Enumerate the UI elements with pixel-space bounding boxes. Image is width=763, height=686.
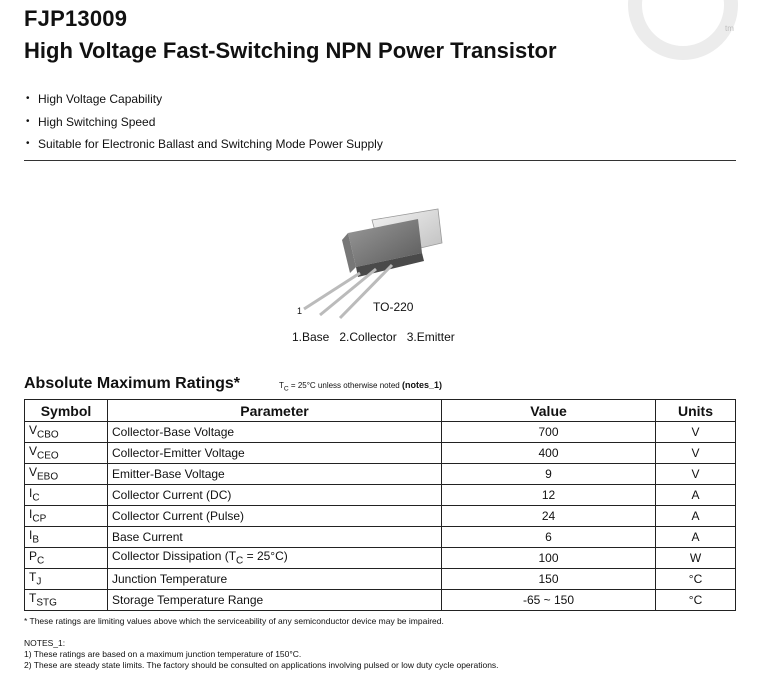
value-cell: 6 bbox=[442, 527, 656, 548]
unit-cell: A bbox=[656, 527, 736, 548]
parameter-cell: Storage Temperature Range bbox=[108, 590, 442, 611]
col-parameter: Parameter bbox=[108, 400, 442, 422]
unit-cell: V bbox=[656, 443, 736, 464]
page-title: High Voltage Fast-Switching NPN Power Transistor bbox=[24, 38, 557, 63]
parameter-cell: Emitter-Base Voltage bbox=[108, 464, 442, 485]
value-cell: -65 ~ 150 bbox=[442, 590, 656, 611]
value-cell: 9 bbox=[442, 464, 656, 485]
note-item: 1) These ratings are based on a maximum junction temperature of 150°C. bbox=[24, 649, 302, 659]
table-row bbox=[25, 422, 736, 443]
table-row bbox=[25, 464, 736, 485]
table-row bbox=[25, 548, 736, 569]
symbol-cell: $I_C$ bbox=[25, 485, 108, 506]
value-cell: 100 bbox=[442, 548, 656, 569]
unit-cell: °C bbox=[656, 590, 736, 611]
parameter-cell: Base Current bbox=[108, 527, 442, 548]
divider bbox=[24, 160, 736, 161]
symbol-cell: $V_{CEO}$ bbox=[25, 443, 108, 464]
feature-item: • High Switching Speed bbox=[26, 111, 383, 134]
symbol-cell: $I_{CP}$ bbox=[25, 506, 108, 527]
notes-heading: NOTES_1: bbox=[24, 638, 66, 648]
parameter-cell: Collector-Base Voltage bbox=[108, 422, 442, 443]
symbol-cell: $P_C$ bbox=[25, 548, 108, 569]
logo-watermark bbox=[628, 0, 738, 60]
value-cell: 150 bbox=[442, 569, 656, 590]
parameter-cell: Collector Dissipation $(T_C = 25^\circ C)$ bbox=[108, 548, 442, 569]
ratings-condition: $T_C = 25^\circ C$ unless otherwise noted (notes_1) bbox=[279, 380, 442, 393]
package-name: TO-220 bbox=[373, 300, 414, 314]
unit-cell: A bbox=[656, 506, 736, 527]
ratings-heading: Absolute Maximum Ratings* bbox=[24, 375, 241, 392]
symbol-cell: $V_{CBO}$ bbox=[25, 422, 108, 443]
parameter-cell: Collector Current (Pulse) bbox=[108, 506, 442, 527]
parameter-cell: Junction Temperature bbox=[108, 569, 442, 590]
col-value: Value bbox=[442, 400, 656, 422]
feature-item: • Suitable for Electronic Ballast and Switching Mode Power Supply bbox=[26, 133, 383, 156]
feature-list bbox=[26, 88, 383, 156]
parameter-cell: Collector Current (DC) bbox=[108, 485, 442, 506]
table-header-row bbox=[25, 400, 736, 422]
symbol-cell: $V_{EBO}$ bbox=[25, 464, 108, 485]
symbol-cell: $T_J$ bbox=[25, 569, 108, 590]
table-row bbox=[25, 443, 736, 464]
col-symbol: Symbol bbox=[25, 400, 108, 422]
unit-cell: A bbox=[656, 485, 736, 506]
unit-cell: V bbox=[656, 422, 736, 443]
table-row bbox=[25, 506, 736, 527]
part-number: FJP13009 bbox=[24, 6, 128, 31]
table-row bbox=[25, 590, 736, 611]
ratings-table bbox=[24, 399, 736, 611]
feature-item: • High Voltage Capability bbox=[26, 88, 383, 111]
value-cell: 24 bbox=[442, 506, 656, 527]
table-row bbox=[25, 485, 736, 506]
note-item: 2) These are steady state limits. The factory should be consulted on applications involving pulsed or low duty cycle operations. bbox=[24, 660, 499, 670]
unit-cell: W bbox=[656, 548, 736, 569]
unit-cell: °C bbox=[656, 569, 736, 590]
value-cell: 700 bbox=[442, 422, 656, 443]
logo-trademark: tm bbox=[725, 24, 734, 33]
ratings-footnote: * These ratings are limiting values above which the serviceability of any semiconductor device may be impaired. bbox=[24, 616, 444, 626]
table-row bbox=[25, 569, 736, 590]
col-units: Units bbox=[656, 400, 736, 422]
unit-cell: V bbox=[656, 464, 736, 485]
symbol-cell: $T_{STG}$ bbox=[25, 590, 108, 611]
parameter-cell: Collector-Emitter Voltage bbox=[108, 443, 442, 464]
table-row bbox=[25, 527, 736, 548]
value-cell: 12 bbox=[442, 485, 656, 506]
notes-block bbox=[24, 638, 499, 671]
pinout-label: 1.Base 2.Collector 3.Emitter bbox=[292, 330, 455, 344]
symbol-cell: $I_B$ bbox=[25, 527, 108, 548]
value-cell: 400 bbox=[442, 443, 656, 464]
pin1-marker: 1 bbox=[297, 306, 303, 316]
